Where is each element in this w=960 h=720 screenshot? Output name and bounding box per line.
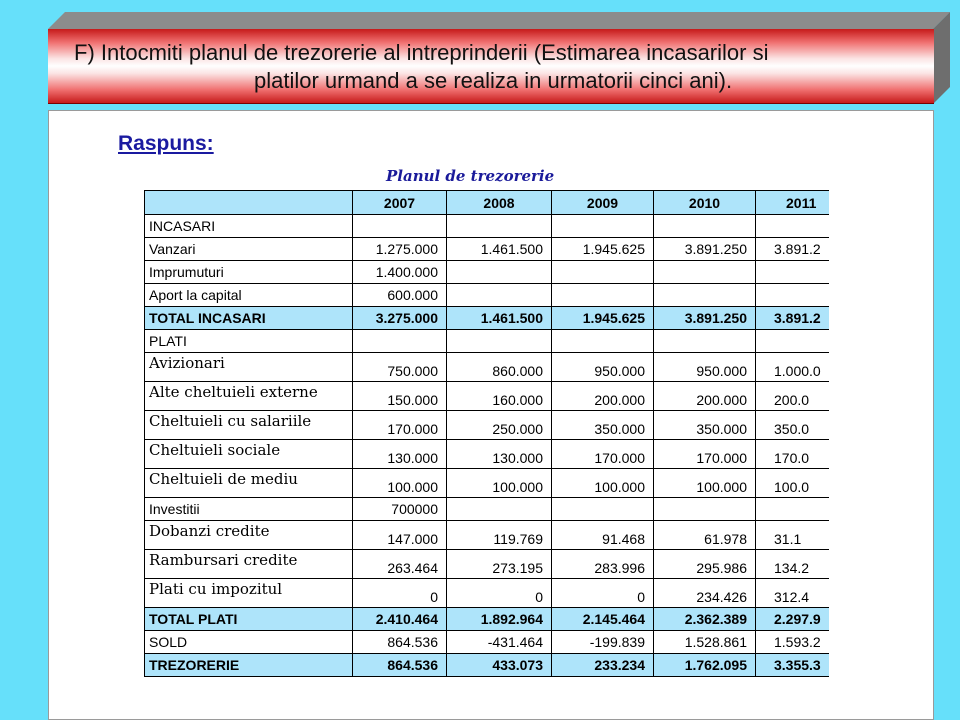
row-label: PLATI xyxy=(145,330,353,353)
value-cell-2010: 2.362.389 xyxy=(654,608,756,631)
value-cell-2007: 170.000 xyxy=(353,411,447,440)
value-cell-2008: 160.000 xyxy=(447,382,552,411)
title-banner xyxy=(48,29,934,104)
row-label: Cheltuieli de mediu xyxy=(145,469,353,498)
value-cell-2010: 61.978 xyxy=(654,521,756,550)
value-cell-2010: 295.986 xyxy=(654,550,756,579)
value-cell-2010 xyxy=(654,498,756,521)
value-cell-2011: 200.0 xyxy=(756,382,830,411)
value-cell-2011 xyxy=(756,498,830,521)
value-cell-2010: 1.762.095 xyxy=(654,654,756,677)
value-cell-2008: 860.000 xyxy=(447,353,552,382)
table-row xyxy=(145,330,830,353)
value-cell-2008: 130.000 xyxy=(447,440,552,469)
value-cell-2010: 1.528.861 xyxy=(654,631,756,654)
value-cell-2009: 350.000 xyxy=(552,411,654,440)
table-row xyxy=(145,654,830,677)
table-row xyxy=(145,579,830,608)
value-cell-2008 xyxy=(447,261,552,284)
value-cell-2010: 3.891.250 xyxy=(654,238,756,261)
value-cell-2011 xyxy=(756,284,830,307)
table-row xyxy=(145,521,830,550)
treasury-table xyxy=(144,190,829,677)
value-cell-2009: 0 xyxy=(552,579,654,608)
table-row xyxy=(145,631,830,654)
value-cell-2007: 2.410.464 xyxy=(353,608,447,631)
treasury-table-body xyxy=(145,191,830,677)
value-cell-2010 xyxy=(654,284,756,307)
value-cell-2010: 950.000 xyxy=(654,353,756,382)
value-cell-2009 xyxy=(552,215,654,238)
value-cell-2011: 1.000.0 xyxy=(756,353,830,382)
table-row xyxy=(145,353,830,382)
value-cell-2008 xyxy=(447,215,552,238)
row-label: Investitii xyxy=(145,498,353,521)
slide-title-line-1: F) Intocmiti planul de trezorerie al intreprinderii (Estimarea incasarilor si xyxy=(74,40,769,65)
value-cell-2008: 1.461.500 xyxy=(447,238,552,261)
value-cell-2008: 273.195 xyxy=(447,550,552,579)
table-row xyxy=(145,550,830,579)
value-cell-2009: 1.945.625 xyxy=(552,307,654,330)
value-cell-2010 xyxy=(654,215,756,238)
value-cell-2009: -199.839 xyxy=(552,631,654,654)
value-cell-2010 xyxy=(654,261,756,284)
value-cell-2011 xyxy=(756,215,830,238)
row-label: Cheltuieli sociale xyxy=(145,440,353,469)
value-cell-2011: 100.0 xyxy=(756,469,830,498)
value-cell-2007: 1.275.000 xyxy=(353,238,447,261)
value-cell-2009 xyxy=(552,284,654,307)
value-cell-2010: 3.891.250 xyxy=(654,307,756,330)
value-cell-2008 xyxy=(447,498,552,521)
row-label: SOLD xyxy=(145,631,353,654)
row-label: TREZORERIE xyxy=(145,654,353,677)
value-cell-2007: 100.000 xyxy=(353,469,447,498)
value-cell-2008 xyxy=(447,330,552,353)
value-cell-2007: 750.000 xyxy=(353,353,447,382)
value-cell-2009 xyxy=(552,261,654,284)
value-cell-2007: 700000 xyxy=(353,498,447,521)
value-cell-2007: 263.464 xyxy=(353,550,447,579)
row-label: TOTAL INCASARI xyxy=(145,307,353,330)
table-header-row xyxy=(145,191,830,215)
value-cell-2008: 1.892.964 xyxy=(447,608,552,631)
row-label: Cheltuieli cu salariile xyxy=(145,411,353,440)
value-cell-2010 xyxy=(654,330,756,353)
value-cell-2007 xyxy=(353,330,447,353)
table-row xyxy=(145,440,830,469)
value-cell-2008: 1.461.500 xyxy=(447,307,552,330)
value-cell-2011: 31.1 xyxy=(756,521,830,550)
table-row xyxy=(145,382,830,411)
table-row xyxy=(145,411,830,440)
value-cell-2009: 2.145.464 xyxy=(552,608,654,631)
value-cell-2008 xyxy=(447,284,552,307)
row-label: Avizionari xyxy=(145,353,353,382)
treasury-table-wrap xyxy=(144,190,829,694)
row-label: INCASARI xyxy=(145,215,353,238)
row-label: Dobanzi credite xyxy=(145,521,353,550)
value-cell-2009: 200.000 xyxy=(552,382,654,411)
value-cell-2011: 134.2 xyxy=(756,550,830,579)
table-row xyxy=(145,215,830,238)
table-row xyxy=(145,608,830,631)
header-label-cell xyxy=(145,191,353,215)
value-cell-2009: 170.000 xyxy=(552,440,654,469)
table-row xyxy=(145,238,830,261)
value-cell-2007: 3.275.000 xyxy=(353,307,447,330)
value-cell-2010: 170.000 xyxy=(654,440,756,469)
value-cell-2008: -431.464 xyxy=(447,631,552,654)
value-cell-2011: 350.0 xyxy=(756,411,830,440)
value-cell-2009: 100.000 xyxy=(552,469,654,498)
value-cell-2011: 1.593.2 xyxy=(756,631,830,654)
value-cell-2007: 1.400.000 xyxy=(353,261,447,284)
table-row xyxy=(145,307,830,330)
table-row xyxy=(145,498,830,521)
slide-title xyxy=(48,39,934,95)
value-cell-2008: 0 xyxy=(447,579,552,608)
header-year-2007: 2007 xyxy=(353,191,447,215)
value-cell-2010: 350.000 xyxy=(654,411,756,440)
value-cell-2009 xyxy=(552,330,654,353)
row-label: Rambursari credite xyxy=(145,550,353,579)
header-year-2008: 2008 xyxy=(447,191,552,215)
table-row xyxy=(145,284,830,307)
answer-label: Raspuns: xyxy=(118,132,214,155)
slide-title-line-2: platilor urmand a se realiza in urmatorii cinci ani). xyxy=(254,68,733,93)
value-cell-2008: 433.073 xyxy=(447,654,552,677)
table-title: Planul de trezorerie xyxy=(386,167,555,185)
row-label: TOTAL PLATI xyxy=(145,608,353,631)
value-cell-2007 xyxy=(353,215,447,238)
value-cell-2011: 3.891.2 xyxy=(756,307,830,330)
value-cell-2010: 200.000 xyxy=(654,382,756,411)
value-cell-2009: 283.996 xyxy=(552,550,654,579)
value-cell-2011: 2.297.9 xyxy=(756,608,830,631)
value-cell-2011: 312.4 xyxy=(756,579,830,608)
value-cell-2011 xyxy=(756,261,830,284)
value-cell-2007: 864.536 xyxy=(353,654,447,677)
value-cell-2011: 170.0 xyxy=(756,440,830,469)
value-cell-2011: 3.891.2 xyxy=(756,238,830,261)
banner-top-bevel xyxy=(48,12,950,29)
header-year-2011: 2011 xyxy=(756,191,830,215)
value-cell-2010: 234.426 xyxy=(654,579,756,608)
value-cell-2007: 864.536 xyxy=(353,631,447,654)
table-row xyxy=(145,469,830,498)
value-cell-2007: 130.000 xyxy=(353,440,447,469)
table-row xyxy=(145,261,830,284)
value-cell-2011: 3.355.3 xyxy=(756,654,830,677)
value-cell-2007: 150.000 xyxy=(353,382,447,411)
header-year-2009: 2009 xyxy=(552,191,654,215)
row-label: Imprumuturi xyxy=(145,261,353,284)
value-cell-2009: 91.468 xyxy=(552,521,654,550)
row-label: Vanzari xyxy=(145,238,353,261)
value-cell-2007: 600.000 xyxy=(353,284,447,307)
value-cell-2008: 250.000 xyxy=(447,411,552,440)
row-label: Aport la capital xyxy=(145,284,353,307)
value-cell-2009: 950.000 xyxy=(552,353,654,382)
value-cell-2009: 233.234 xyxy=(552,654,654,677)
value-cell-2007: 147.000 xyxy=(353,521,447,550)
row-label: Plati cu impozitul xyxy=(145,579,353,608)
value-cell-2010: 100.000 xyxy=(654,469,756,498)
value-cell-2008: 119.769 xyxy=(447,521,552,550)
header-year-2010: 2010 xyxy=(654,191,756,215)
value-cell-2009 xyxy=(552,498,654,521)
row-label: Alte cheltuieli externe xyxy=(145,382,353,411)
value-cell-2009: 1.945.625 xyxy=(552,238,654,261)
value-cell-2008: 100.000 xyxy=(447,469,552,498)
value-cell-2007: 0 xyxy=(353,579,447,608)
value-cell-2011 xyxy=(756,330,830,353)
